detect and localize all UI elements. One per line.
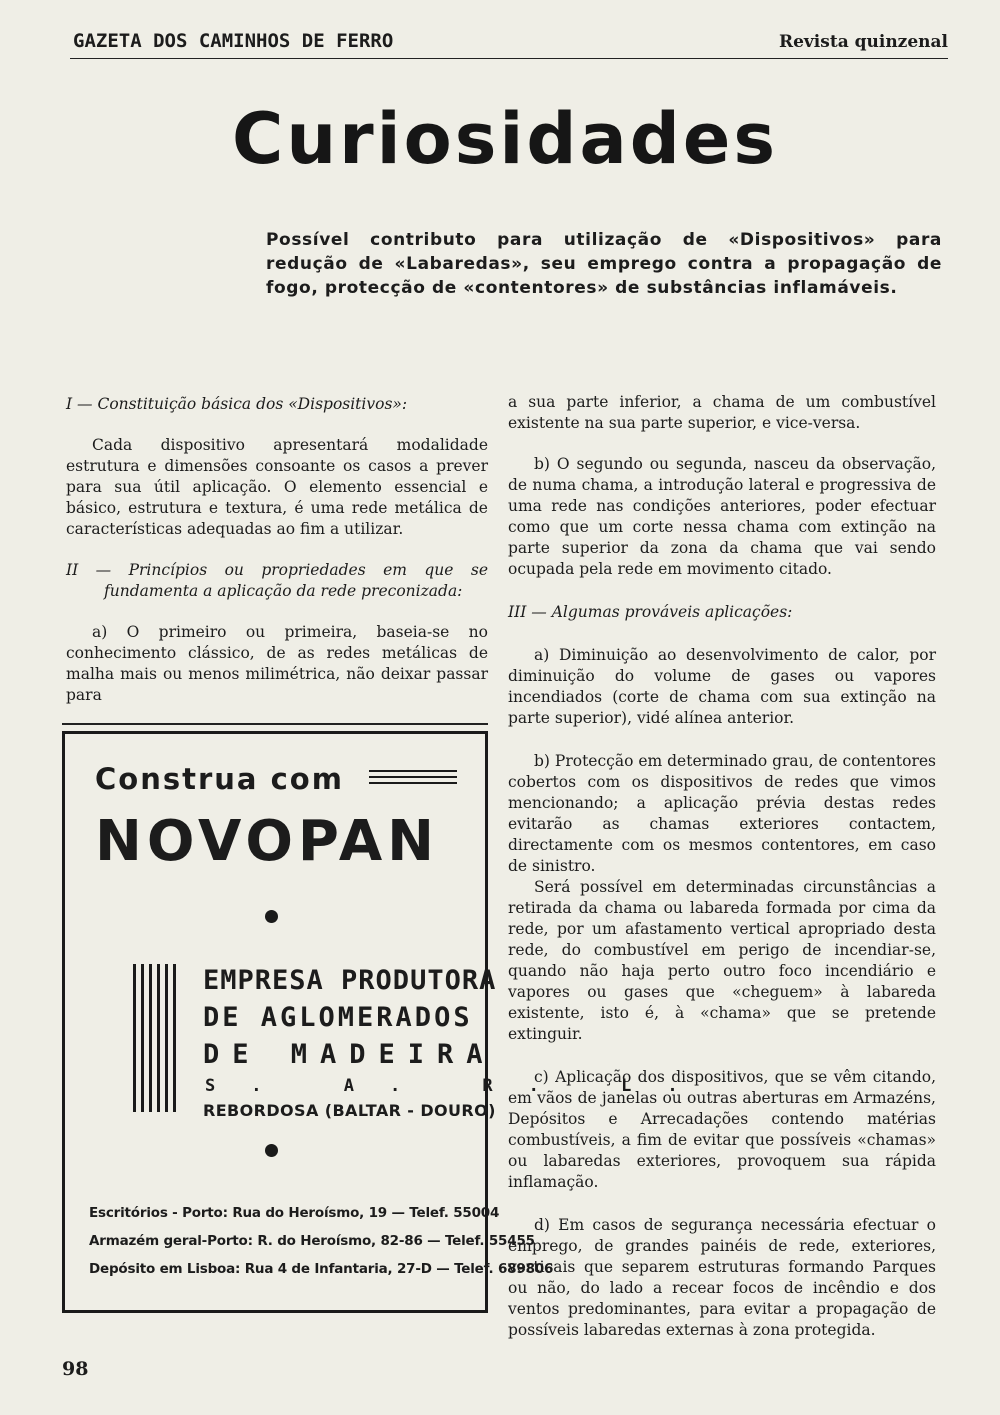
ad-headline: Construa com (95, 762, 344, 796)
ad-bullet-dot-2 (265, 1144, 278, 1157)
advertisement-top-rule (62, 723, 488, 725)
page-number: 98 (62, 1358, 89, 1380)
journal-title: GAZETA DOS CAMINHOS DE FERRO (73, 30, 394, 52)
section-1-title: I — Constituição básica dos «Dispositivos»: (66, 395, 408, 413)
novopan-advertisement (62, 731, 714, 1313)
ad-contact-warehouse: Armazém geral-Porto: R. do Heroísmo, 82-86 — Telef. 55455 (89, 1233, 535, 1249)
ad-vertical-bars (133, 964, 179, 1112)
journal-subtitle: Revista quinzenal (778, 32, 948, 52)
right-column (508, 392, 936, 1341)
section-3-item-a: a) Diminuição ao desenvolvimento de calor, por diminuição do volume de gases ou vapores incendiados (corte de chama com sua extinção na parte superior), vidé alínea anterior. (508, 646, 936, 727)
section-2-title: II — Princípios ou propriedades em que se fundamenta a aplicação da rede preconizada: (66, 561, 488, 600)
section-3-item-d: d) Em casos de segurança necessária efectuar o emprego, de grandes painéis de rede, exteriores, verticais que separem estruturas formando Parques ou não, do lado a recear focos de incêndio e dos ventos predominantes, para evitar a propagação de possíveis labaredas externas à zona protegida. (508, 1216, 936, 1339)
ad-company-line-1: EMPRESA PRODUTORA (203, 965, 497, 996)
ad-contact-block (89, 1199, 554, 1283)
ad-brand-name: NOVOPAN (95, 809, 440, 874)
article-title: Curiosidades (231, 98, 779, 180)
left-column (66, 394, 488, 706)
section-3-item-b: b) Protecção em determinado grau, de contentores cobertos com os dispositivos de redes que vimos mencionando; a aplicação prévia destas redes evitarão as chamas exteriores contactem, directamente com os mesmos contentores, em caso de sinistro. (508, 752, 937, 875)
section-3-item-b-paragraph-2: Será possível em determinadas circunstâncias a retirada da chama ou labareda formada por cima da rede, por um afastamento vertical apropriado desta rede, do combustível em perigo de incendiar-se, quando não haja perto outro foco incendiário e vapores ou gases que «cheguem» à labareda existente, isto é, à «chama» que se pretende extinguir. (508, 878, 936, 1043)
ad-company-line-2: DE AGLOMERADOS (203, 1002, 473, 1033)
section-3-item-c: c) Aplicação dos dispositivos, que se vêm citando, em vãos de janelas ou outras aberturas em Armazéns, Depósitos e Arrecadações contendo matérias combustíveis, a fim de evitar que possíveis «chamas» ou labaredas exteriores, provoquem sua rápida inflamação. (508, 1068, 936, 1191)
section-2-item-b: b) O segundo ou segunda, nasceu da observação, de numa chama, a introdução lateral e progressiva de uma rede nas condições anteriores, poder efectuar como que um corte nessa chama com extinção na parte superior da zona da chama que vai sendo ocupada pela rede em movimento citado. (508, 455, 936, 578)
header-rule (70, 58, 948, 59)
ad-bullet-dot (265, 910, 278, 923)
section-1-paragraph: Cada dispositivo apresentará modalidade estrutura e dimensões consoante os casos a prever para sua útil aplicação. O elemento essencial e básico, estrutura e textura, é uma rede metálica de características adequadas ao fim a utilizar. (66, 436, 488, 538)
ad-contact-offices: Escritórios - Porto: Rua do Heroísmo, 19 — Telef. 55004 (89, 1205, 500, 1221)
section-2-item-a-continued: a sua parte inferior, a chama de um combustível existente na sua parte superior, e vice-versa. (508, 393, 936, 432)
article-intro: Possível contributo para utilização de «Dispositivos» para redução de «Labaredas», seu emprego contra a propagação de fogo, protecção de «contentores» de substâncias inflamáveis. (266, 230, 942, 298)
ad-decorative-lines (369, 770, 457, 788)
section-3-title: III — Algumas prováveis aplicações: (508, 603, 793, 621)
ad-location: REBORDOSA (BALTAR - DOURO) (203, 1101, 496, 1120)
ad-company-line-3: DE MADEIRA (203, 1039, 496, 1070)
ad-legal-form: S. A. R. L. (205, 1076, 714, 1096)
ad-company-block (203, 962, 714, 1123)
ad-contact-lisbon: Depósito em Lisboa: Rua 4 de Infantaria, 27-D — Telef. 689806 (89, 1261, 554, 1277)
section-2-item-a: a) O primeiro ou primeira, baseia-se no conhecimento clássico, de as redes metálicas de malha mais ou menos milimétrica, não deixar passar para (66, 623, 488, 704)
